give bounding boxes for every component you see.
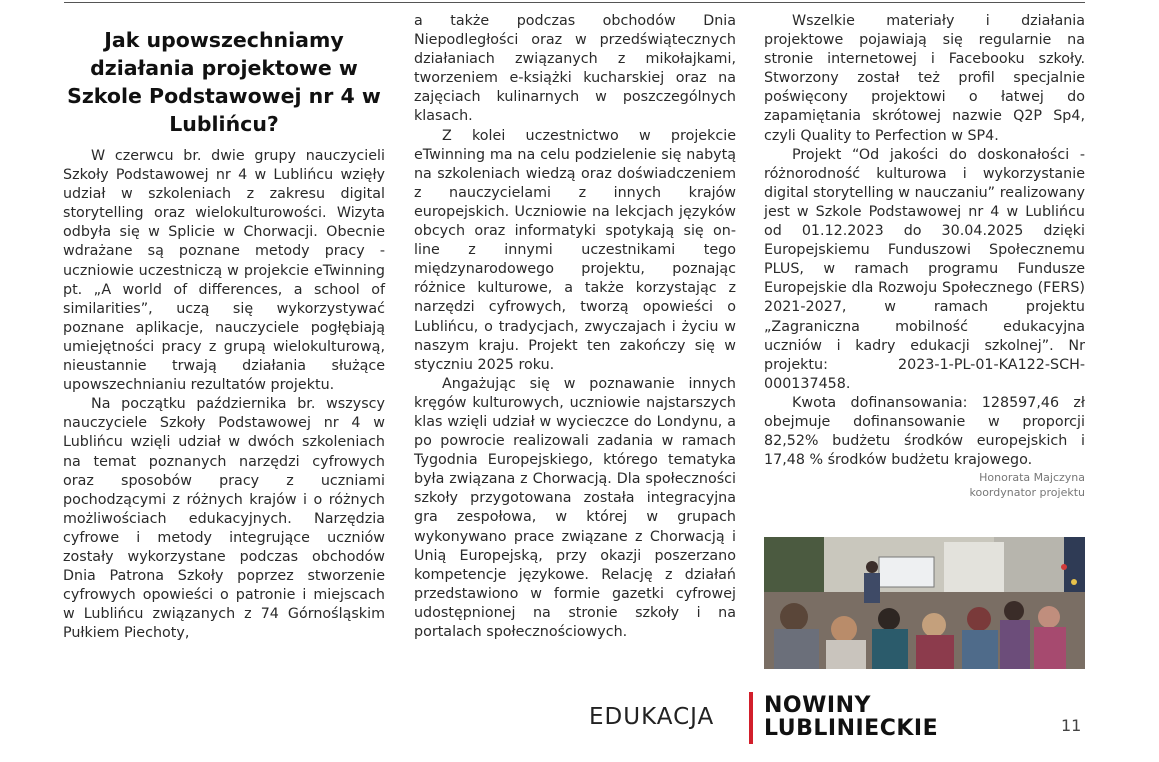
article-title: Jak upowszechniamy działania projektowe w Szkole Podstawowej nr 4 w Lublińcu? — [67, 28, 381, 136]
paragraph: Wszelkie materiały i działania projektowe pojawiają się regularnie na stronie internetowej i Facebooku szkoły. Stworzony został też profil specjalnie poświęcony projektowi o łatwej do zapamiętania skrótowej nazwie Q2P Sp4, czyli Quality to Perfection w SP4. — [764, 13, 1085, 144]
paragraph: Projekt “Od jakości do doskonałości - różnorodność kulturowa i wykorzystanie digital storytelling w nauczaniu” realizowany jest w Szkole Podstawowej nr 4 w Lublińcu od 01.12.2023 do 30.04.2025 dzięki Europejskiemu Funduszowi Społecznemu PLUS, w ramach programu Fundusze Europejskie dla Rozwoju Społecznego (FERS) 2021-2027, w ramach projektu „Zagraniczna mobilność edukacyjna uczniów i kadry edukacji szkolnej”. Nr projektu: 2023-1-PL-01-KA122-SCH-000137458. — [764, 146, 1085, 392]
classroom-photo — [764, 537, 1085, 669]
signature-name: Honorata Majczyna — [979, 471, 1085, 485]
logo-line-2: LUBLINIECKIE — [764, 716, 939, 741]
paragraph: Angażując się w poznawanie innych kręgów kulturowych, uczniowie najstarszych klas wzięli udział w wycieczce do Londynu, a po powrocie realizowali zadania w ramach Tygodnia Europejskiego, którego tematyka była związana z Chorwacją. Dla społeczności szkoły przygotowana została integracyjna gra zespołowa, w której w grupach wykonywano prace związane z Chorwacją i Unią Europejską, przy okazji poszerzano kompetencje językowe. Relację z działań przedstawiono w formie gazetki cyfrowej udostępnionej na stronie szkoły i na portalach społecznościowych. — [414, 375, 736, 640]
paragraph: Kwota dofinansowania: 128597,46 zł obejmuje dofinansowanie w proporcji 82,52% budżetu środków europejskich i 17,48 % środków budżetu krajowego. — [764, 394, 1085, 469]
paragraph: W czerwcu br. dwie grupy nauczycieli Szkoły Podstawowej nr 4 w Lublińcu wzięły udział w szkoleniach z zakresu digital storytelling oraz wielokulturowości. Wizyta odbyła się w Splicie w Chorwacji. Obecnie wdrażane są poznane metody pracy - uczniowie uczestniczą w projekcie eTwinning pt. „A world of differences, a school of similarities”, uczą się wykorzystywać poznane aplikacje, nauczyciele pogłębiają umiejętności pracy z grupą wielokulturową, nieustannie trwają działania służące upowszechnianiu rezultatów projektu. — [63, 148, 385, 394]
logo-line-1: NOWINY — [764, 693, 871, 718]
article-column-1 — [63, 26, 385, 643]
publication-logo — [764, 694, 938, 740]
paragraph: Na początku października br. wszyscy nauczyciele Szkoły Podstawowej nr 4 w Lublińcu wzięli udział w dwóch szkoleniach na temat poznanych narzędzi cyfrowych oraz sposobów pracy z uczniami pochodzącymi z różnych krajów i o różnych możliwościach edukacyjnych. Narzędzia cyfrowe i metody integrujące uczniów zostały wykorzystane podczas obchodów Dnia Patrona Szkoły poprzez stworzenie cyfrowych opowieści o patronie i miejscach w Lublińcu związanych z 74 Górnośląskim Pułkiem Piechoty, — [63, 396, 385, 642]
paragraph: a także podczas obchodów Dnia Niepodległości oraz w przedświątecznych działaniach związanych z mikołajkami, tworzeniem e-książki kucharskiej oraz na zajęciach kulinarnych w poszczególnych klasach. — [414, 13, 736, 125]
section-divider — [749, 692, 753, 744]
top-rule — [64, 2, 1085, 3]
page-number: 11 — [1061, 716, 1082, 735]
article-column-2 — [414, 12, 736, 642]
section-label: EDUKACJA — [589, 704, 715, 730]
signature-role: koordynator projektu — [969, 486, 1085, 500]
paragraph: Z kolei uczestnictwo w projekcie eTwinning ma na celu podzielenie się nabytą na szkoleniach wiedzą oraz doświadczeniem z nauczycielami z innych krajów europejskich. Uczniowie na lekcjach języków obcych oraz informatyki spotykają się on-line z innymi uczestnikami tego międzynarodowego projektu, poznając różnice kulturowe, a także korzystając z narzędzi cyfrowych, tworzą opowieści o Lublińcu, o tradycjach, zwyczajach i życiu w naszym kraju. Projekt ten zakończy się w styczniu 2025 roku. — [414, 127, 736, 373]
article-column-3 — [764, 12, 1085, 500]
